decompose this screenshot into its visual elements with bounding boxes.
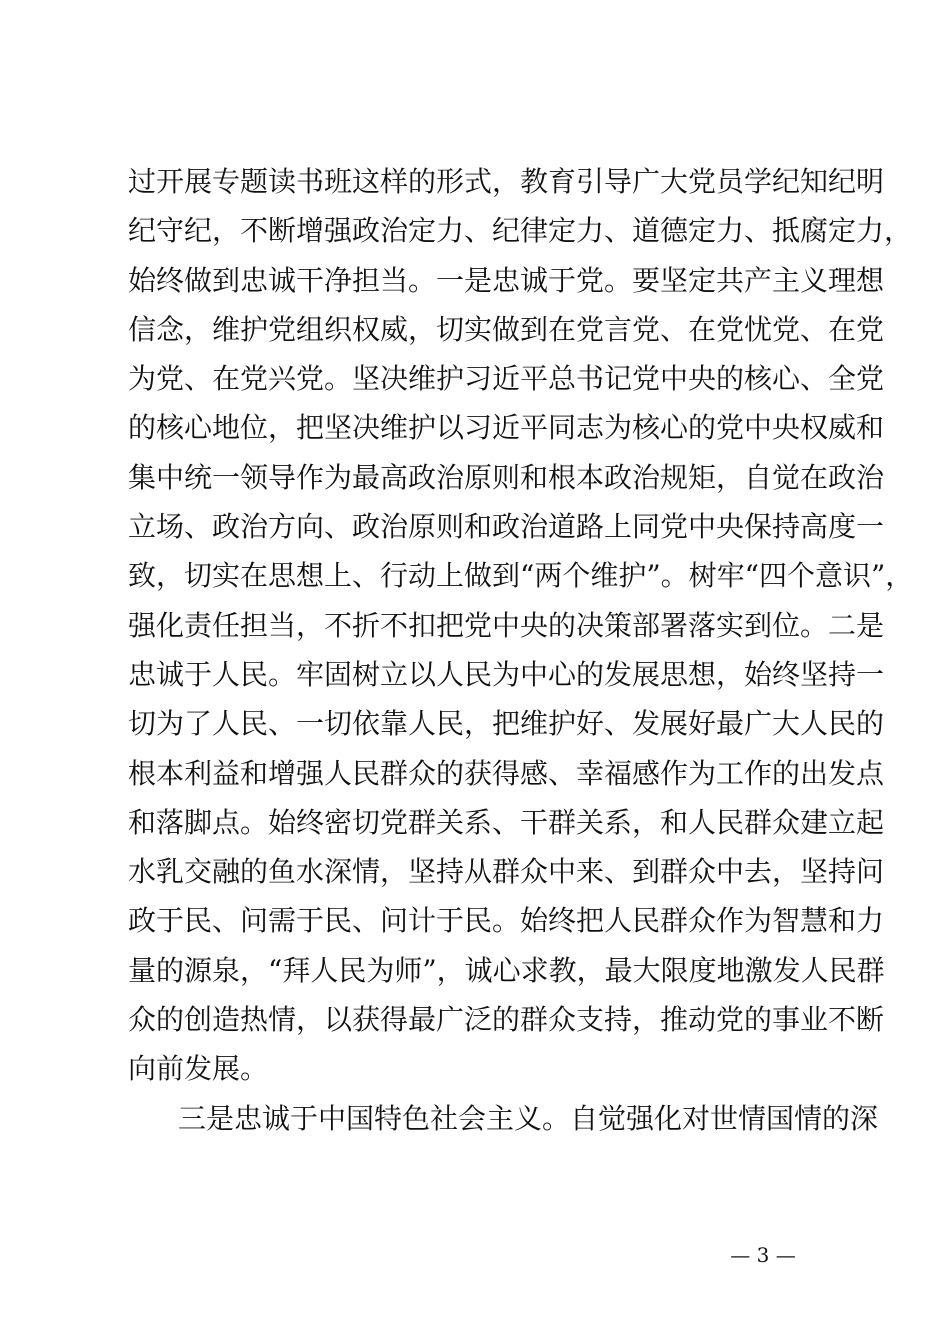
text-line: 和落脚点。始终密切党群关系、干群关系，和人民群众建立起 xyxy=(128,805,885,839)
text-line: 致，切实在思想上、行动上做到“两个维护”。树牢“四个意识”， xyxy=(128,559,914,593)
text-line: 始终做到忠诚干净担当。一是忠诚于党。要坚定共产主义理想 xyxy=(128,263,885,297)
paragraph-2 xyxy=(128,1094,879,1143)
text-line: 集中统一领导作为最高政治原则和根本政治规矩，自觉在政治 xyxy=(128,460,885,494)
text-line: 众的创造热情，以获得最广泛的群众支持，推动党的事业不断 xyxy=(128,1003,885,1037)
text-line: 的核心地位，把坚决维护以习近平同志为核心的党中央权威和 xyxy=(128,411,885,445)
text-line: 过开展专题读书班这样的形式，教育引导广大党员学纪知纪明 xyxy=(128,165,885,198)
text-line: 量的源泉，“拜人民为师”，诚心求教，最大限度地激发人民群 xyxy=(128,953,885,987)
text-line: 向前发展。 xyxy=(128,1052,269,1086)
page-number: — 3 — xyxy=(730,1243,796,1267)
text-line: 忠诚于人民。牢固树立以人民为中心的发展思想，始终坚持一 xyxy=(128,657,885,691)
text-line: 根本利益和增强人民群众的获得感、幸福感作为工作的出发点 xyxy=(128,756,885,790)
paragraph-1 xyxy=(128,157,914,1094)
body-text xyxy=(128,157,914,1143)
text-line: 切为了人民、一切依靠人民，把维护好、发展好最广大人民的 xyxy=(128,707,885,741)
text-line: 三是忠诚于中国特色社会主义。自觉强化对世情国情的深 xyxy=(178,1101,879,1135)
text-line: 立场、政治方向、政治原则和政治道路上同党中央保持高度一 xyxy=(128,510,885,544)
text-line: 信念，维护党组织权威，切实做到在党言党、在党忧党、在党 xyxy=(128,312,885,346)
text-line: 纪守纪，不断增强政治定力、纪律定力、道德定力、抵腐定力， xyxy=(128,214,913,248)
text-line: 政于民、问需于民、问计于民。始终把人民群众作为智慧和力 xyxy=(128,904,885,938)
text-line: 水乳交融的鱼水深情，坚持从群众中来、到群众中去，坚持问 xyxy=(128,855,885,889)
text-line: 强化责任担当，不折不扣把党中央的决策部署落实到位。二是 xyxy=(128,608,885,642)
text-line: 为党、在党兴党。坚决维护习近平总书记党中央的核心、全党 xyxy=(128,362,885,396)
